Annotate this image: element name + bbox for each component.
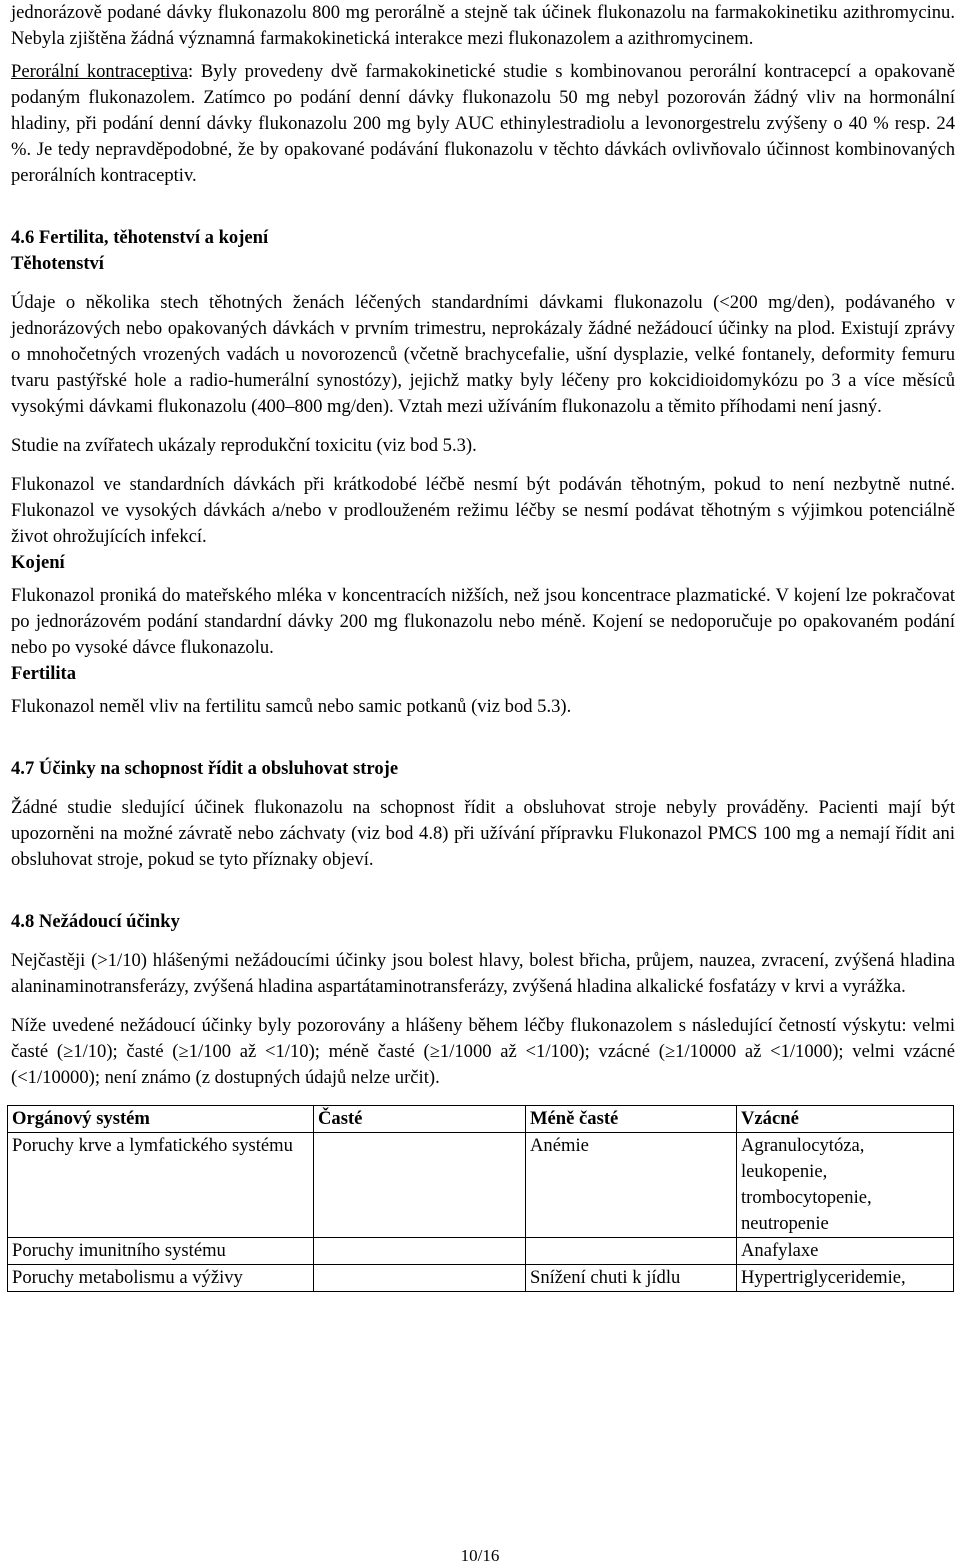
pregnancy-paragraph-1: Údaje o několika stech těhotných ženách léčených standardními dávkami flukonazolu (<200 mg/den), podávaného v jednorázových nebo opakovaných dávkách v prvním trimestru, neprokázaly žádné nežádoucí účinky na plod. Existují zprávy o mnohočetných vrozených vadách u novorozenců (včetně brachycefalie, ušní dysplazie, velké fontanely, deformity femuru tvaru pastýřské hole a radio-humerální synostózy), jejichž matky byly léčeny pro kokcidioidomykózu po 3 a více měsíců vysokými dávkami flukonazolu (400–800 mg/den). Vztah mezi užíváním flukonazolu a těmito příhodami není jasný. [11,292,955,417]
table-row [8,1265,954,1292]
section-4-7-paragraph: Žádné studie sledující účinek flukonazolu na schopnost řídit a obsluhovat stroje nebyly prováděny. Pacienti mají být upozorněni na možné závratě nebo záchvaty (viz bod 4.8) při užívání přípravku Flukonazol PMCS 100 mg a nemají řídit ani obsluhovat stroje, pokud se tyto příznaky objeví. [11,797,955,870]
section-4-8-paragraph-2: Níže uvedené nežádoucí účinky byly pozorovány a hlášeny během léčby flukonazolem s následující četností výskytu: velmi časté (≥1/10); časté (≥1/100 až <1/10); méně časté (≥1/1000 až <1/100); vzácné (≥1/10000 až <1/1000); velmi vzácné (<1/10000); není známo (z dostupných údajů nelze určit). [11,1015,955,1088]
table-header-cell: Orgánový systém [8,1106,314,1133]
table-cell: Anémie [526,1133,737,1238]
pregnancy-paragraph-2: Studie na zvířatech ukázaly reprodukční toxicitu (viz bod 5.3). [11,435,477,456]
table-cell [526,1238,737,1265]
table-cell [314,1238,526,1265]
pregnancy-heading: Těhotenství [11,253,104,274]
section-4-6-title: 4.6 Fertilita, těhotenství a kojení [11,227,269,248]
intro-paragraph: jednorázově podané dávky flukonazolu 800 mg perorálně a stejně tak účinek flukonazolu na farmakokinetiku azithromycinu. Nebyla zjištěna žádná významná farmakokinetická interakce mezi flukonazolem a azithromycinem. [11,2,955,49]
table-cell: Poruchy metabolismu a výživy [8,1265,314,1292]
contraceptives-label: Perorální kontraceptiva [11,61,189,82]
contraceptives-text: : Byly provedeny dvě farmakokinetické studie s kombinovanou perorální kontracepcí a opakovaně podaným flukonazolem. Zatímco po podání denní dávky flukonazolu 50 mg nebyl pozorován žádný vliv na hormonální hladiny, při podání denní dávky flukonazolu 200 mg byly AUC ethinylestradiolu a levonorgestrelu zvýšeny o 40 % resp. 24 %. Je tedy nepravděpodobné, že by opakované podávání flukonazolu v těchto dávkách ovlivňovalo účinnost kombinovaných perorálních kontraceptiv. [11,61,955,186]
lactation-paragraph: Flukonazol proniká do mateřského mléka v koncentracích nižších, než jsou koncentrace plazmatické. V kojení lze pokračovat po jednorázovém podání standardní dávky 200 mg flukonazolu nebo méně. Kojení se nedoporučuje po opakovaném podání nebo po vysoké dávce flukonazolu. [11,585,955,658]
adverse-effects-table [7,1105,954,1292]
section-4-8-title: 4.8 Nežádoucí účinky [11,911,180,932]
fertility-paragraph: Flukonazol neměl vliv na fertilitu samců nebo samic potkanů (viz bod 5.3). [11,696,572,717]
pregnancy-paragraph-3: Flukonazol ve standardních dávkách při krátkodobé léčbě nesmí být podáván těhotným, pokud to není nezbytně nutné. Flukonazol ve vysokých dávkách a/nebo v prodlouženém režimu léčby se nesmí podávat těhotným s výjimkou potenciálně život ohrožujících infekcí. [11,474,955,547]
table-cell: Agranulocytóza, leukopenie, trombocytopenie, neutropenie [737,1133,954,1238]
table-row [8,1133,954,1238]
table-cell: Hypertriglyceridemie, [737,1265,954,1292]
table-cell: Poruchy imunitního systému [8,1238,314,1265]
table-cell: Poruchy krve a lymfatického systému [8,1133,314,1238]
table-cell [314,1133,526,1238]
table-header-cell: Časté [314,1106,526,1133]
section-4-8-paragraph-1: Nejčastěji (>1/10) hlášenými nežádoucími účinky jsou bolest hlavy, bolest břicha, průjem, nauzea, zvracení, zvýšená hladina alaninaminotransferázy, zvýšená hladina aspartátaminotransferázy, zvýšená hladina alkalické fosfatázy v krvi a vyrážka. [11,950,955,997]
document-page [11,0,955,1292]
lactation-heading: Kojení [11,552,65,573]
table-header-cell: Méně časté [526,1106,737,1133]
table-row [8,1238,954,1265]
table-header-cell: Vzácné [737,1106,954,1133]
fertility-heading: Fertilita [11,663,77,684]
contraceptives-paragraph [11,59,955,189]
table-header-row [8,1106,954,1133]
page-number: 10/16 [460,1546,500,1565]
table-cell: Snížení chuti k jídlu [526,1265,737,1292]
table-cell [314,1265,526,1292]
table-cell: Anafylaxe [737,1238,954,1265]
section-4-7-title: 4.7 Účinky na schopnost řídit a obsluhovat stroje [11,758,399,779]
